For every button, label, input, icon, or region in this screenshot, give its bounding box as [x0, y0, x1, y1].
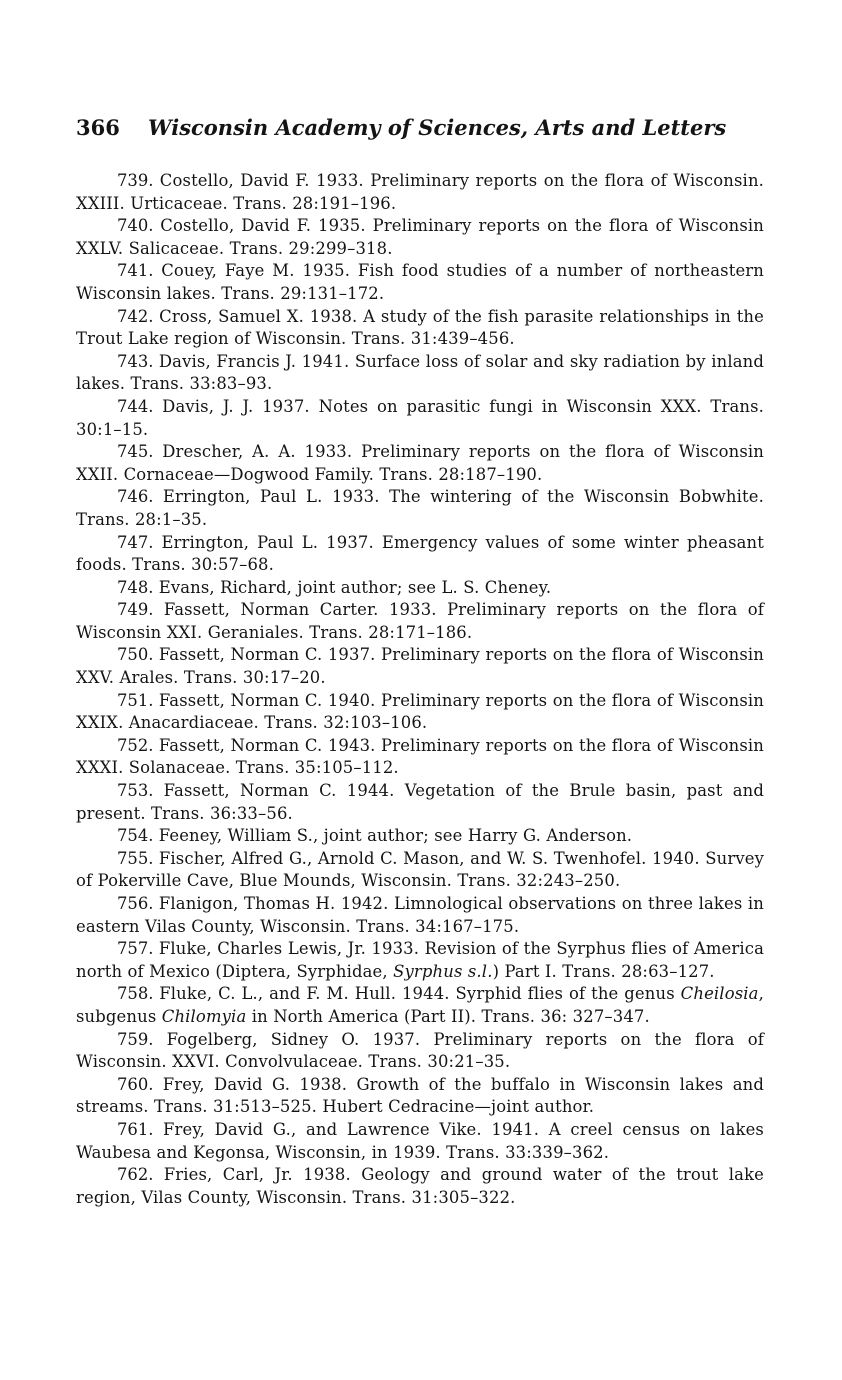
bibliography-entry-745: 745. Drescher, A. A. 1933. Preliminary reports on the flora of Wisconsin XXII. Cornaceae—Dogwood Family. Trans. 28:187–190.: [76, 442, 764, 484]
bibliography-entry-740: 740. Costello, David F. 1935. Preliminary reports on the flora of Wisconsin XXLV. Salicaceae. Trans. 29:299–318.: [76, 216, 765, 258]
bibliography-list: [76, 170, 764, 1209]
bibliography-entry-755: 755. Fischer, Alfred G., Arnold C. Mason, and W. S. Twenhofel. 1940. Survey of Pokerville Cave, Blue Mounds, Wisconsin. Trans. 32:243–250.: [76, 848, 764, 891]
bibliography-entry-756: 756. Flanigon, Thomas H. 1942. Limnological observations on three lakes in eastern Vilas County, Wisconsin. Trans. 34:167–175.: [76, 894, 764, 936]
bibliography-entry-743: 743. Davis, Francis J. 1941. Surface loss of solar and sky radiation by inland lakes. Trans. 33:83–93.: [76, 351, 764, 394]
bibliography-entry-754: 754. Feeney, William S., joint author; see Harry G. Anderson.: [117, 826, 633, 846]
running-title: Wisconsin Academy of Sciences, Arts and Letters: [148, 115, 727, 140]
bibliography-entry-751: 751. Fassett, Norman C. 1940. Preliminary reports on the flora of Wisconsin XXIX. Anacardiaceae. Trans. 32:103–106.: [76, 690, 764, 733]
bibliography-entry-761: 761. Frey, David G., and Lawrence Vike. 1941. A creel census on lakes Waubesa and Kegonsa, Wisconsin, in 1939. Trans. 33:339–362.: [76, 1119, 764, 1162]
bibliography-entry-758: 758. Fluke, C. L., and F. M. Hull. 1944. Syrphid flies of the genus Cheilosia, subgenus Chilomyia in North America (Part II). Trans. 36: 327–347.: [76, 984, 764, 1026]
bibliography-entry-753: 753. Fassett, Norman C. 1944. Vegetation of the Brule basin, past and present. Trans. 36:33–56.: [76, 781, 764, 823]
page-header: [76, 114, 766, 142]
bibliography-entry-746: 746. Errington, Paul L. 1933. The wintering of the Wisconsin Bobwhite. Trans. 28:1–35.: [76, 487, 764, 529]
page-number: 366: [76, 115, 120, 140]
bibliography-entry-759: 759. Fogelberg, Sidney O. 1937. Preliminary reports on the flora of Wisconsin. XXVI. Convolvulaceae. Trans. 30:21–35.: [76, 1029, 764, 1072]
bibliography-entry-757: 757. Fluke, Charles Lewis, Jr. 1933. Revision of the Syrphus flies of America north of Mexico (Diptera, Syrphidae, Syrphus s.l.) Part I. Trans. 28:63–127.: [76, 939, 765, 981]
bibliography-entry-739: 739. Costello, David F. 1933. Preliminary reports on the flora of Wisconsin. XXIII. Urticaceae. Trans. 28:191–196.: [76, 171, 765, 213]
bibliography-entry-749: 749. Fassett, Norman Carter. 1933. Preliminary reports on the flora of Wisconsin XXI. Geraniales. Trans. 28:171–186.: [76, 600, 764, 642]
bibliography-entry-742: 742. Cross, Samuel X. 1938. A study of the fish parasite relationships in the Trout Lake region of Wisconsin. Trans. 31:439–456.: [76, 306, 764, 349]
bibliography-entry-752: 752. Fassett, Norman C. 1943. Preliminary reports on the flora of Wisconsin XXXI. Solanaceae. Trans. 35:105–112.: [76, 735, 764, 778]
bibliography-entry-744: 744. Davis, J. J. 1937. Notes on parasitic fungi in Wisconsin XXX. Trans. 30:1–15.: [76, 396, 764, 439]
bibliography-entry-750: 750. Fassett, Norman C. 1937. Preliminary reports on the flora of Wisconsin XXV. Arales. Trans. 30:17–20.: [76, 645, 764, 688]
bibliography-entry-762: 762. Fries, Carl, Jr. 1938. Geology and ground water of the trout lake region, Vilas County, Wisconsin. Trans. 31:305–322.: [76, 1165, 764, 1207]
bibliography-entry-760: 760. Frey, David G. 1938. Growth of the buffalo in Wisconsin lakes and streams. Trans. 31:513–525. Hubert Cedracine—joint author.: [76, 1074, 764, 1117]
bibliography-entry-748: 748. Evans, Richard, joint author; see L. S. Cheney.: [117, 577, 552, 597]
bibliography-entry-747: 747. Errington, Paul L. 1937. Emergency values of some winter pheasant foods. Trans. 30:57–68.: [76, 532, 764, 575]
bibliography-entry-741: 741. Couey, Faye M. 1935. Fish food studies of a number of northeastern Wisconsin lakes. Trans. 29:131–172.: [76, 261, 764, 303]
